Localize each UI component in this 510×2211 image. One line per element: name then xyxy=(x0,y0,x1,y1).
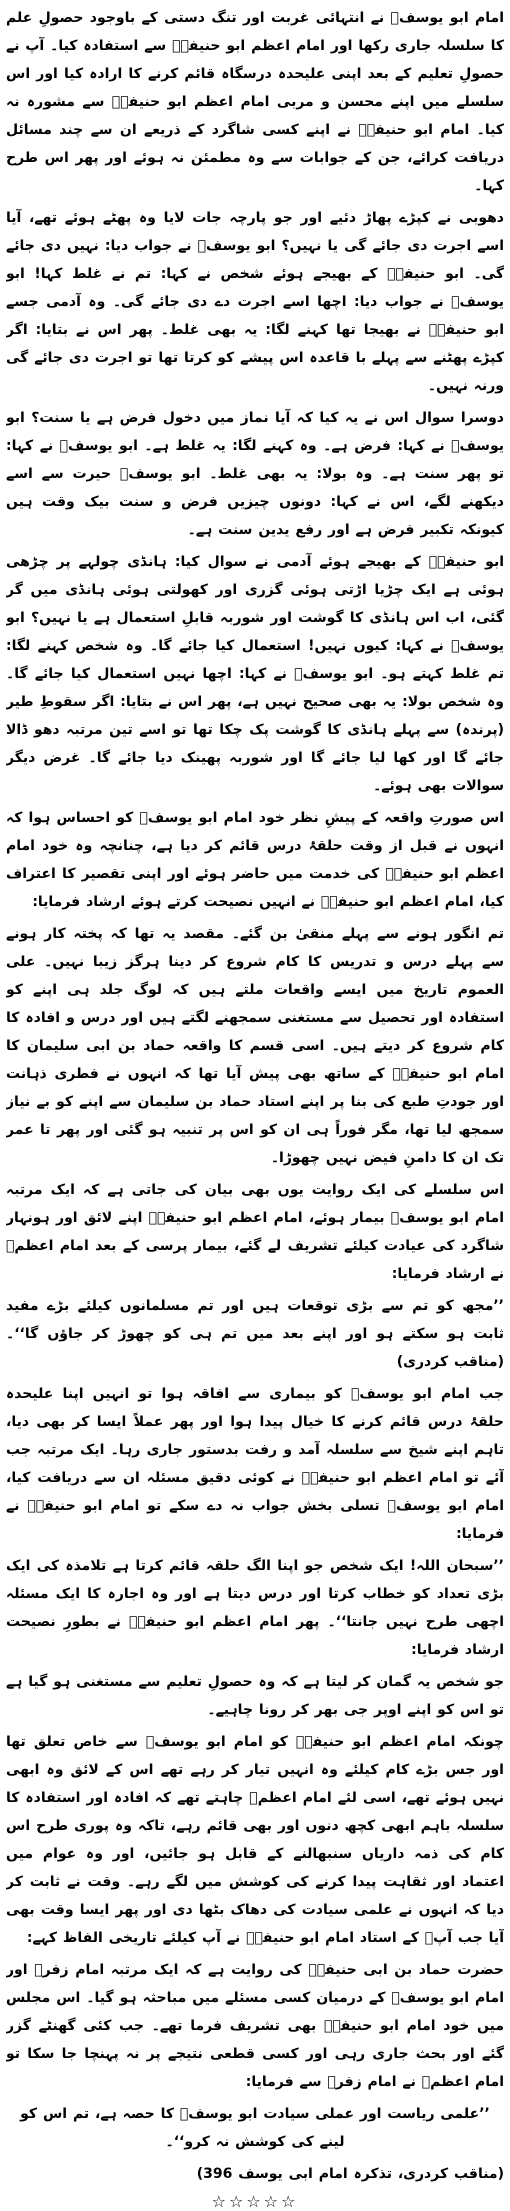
paragraph-intro: امام ابو یوسفؒ نے انتہائی غربت اور تنگ دستی کے باوجود حصولِ علم کا سلسلہ جاری رکھا اور امام اعظم ابو حنیفہؒ سے استفادہ کیا۔ آپ نے حصولِ تعلیم کے بعد اپنی علیحدہ درسگاہ قائم کرنے کا ارادہ کیا اور اس سلسلے میں اپنے محسن و مربی امام اعظم ابو حنیفہؒ سے مشورہ نہ کیا۔ امام ابو حنیفہؒ نے اپنے کسی شاگرد کے ذریعے ان سے چند مسائل دریافت کرائے، جن کے جوابات سے وہ مطمئن نہ ہوئے اور پھر اس طرح کہا۔ xyxy=(6,10,504,194)
paragraph-dhobi-question: دھوبی نے کپڑے پھاڑ دئیے اور جو پارچہ جات لایا وہ پھٹے ہوئے تھے، آیا اسے اجرت دی جائے گی یا نہیں؟ ابو یوسفؒ نے جواب دیا: نہیں دی جائے گی۔ ابو حنیفہؒ کے بھیجے ہوئے شخص نے کہا: تم نے غلط کہا! ابو یوسفؒ نے جواب دیا: اچھا اسے اجرت دے دی جائے گی۔ وہ آدمی جسے ابو حنیفہؒ نے بھیجا تھا کہنے لگا: یہ بھی غلط۔ پھر اس نے بتایا: اگر کپڑے پھٹنے سے پہلے با قاعدہ اس پیشے کو کرتا تھا تو اجرت دی جائے گی ورنہ نہیں۔ xyxy=(6,210,504,394)
paragraph-advice: تم انگور ہونے سے پہلے منقیٰ بن گئے۔ مقصد یہ تھا کہ پختہ کار ہونے سے پہلے درس و تدریس کا کام شروع کر دینا ہرگز زیبا نہیں۔ علی العموم تاریخ میں ایسے واقعات ملتے ہیں کہ لوگ جلد ہی اپنے کو استفادہ اور تحصیل سے مستغنی سمجھنے لگتے ہیں اور درس و افادہ کا کام شروع کر دیتے ہیں۔ اسی قسم کا واقعہ حماد بن ابی سلیمان کا امام ابو حنیفہؒ کے ساتھ بھی پیش آیا تھا کہ انہوں نے فطری ذہانت اور جودتِ طبع کی بنا پر اپنے استاد حماد بن سلیمان سے اپنے کو بے نیاز سمجھ لیا تھا، مگر فوراً ہی ان کو اس پر تنبیہ ہو گئی اور پھر تا عمر تک ان کا دامنِ فیض نہیں چھوڑا۔ xyxy=(6,926,504,1166)
star-separator: ☆☆☆☆☆ xyxy=(211,2192,299,2211)
paragraph-illness-narration: اس سلسلے کی ایک روایت یوں بھی بیان کی جاتی ہے کہ ایک مرتبہ امام ابو یوسفؒ بیمار ہوئے، امام اعظم ابو حنیفہؒ اپنے لائق اور ہونہار شاگرد کی عیادت کیلئے تشریف لے گئے، بیمار پرسی کے بعد امام اعظمؒ نے ارشاد فرمایا: xyxy=(6,1182,504,1282)
paragraph-hammad-narration: حضرت حماد بن ابی حنیفہؒ کی روایت ہے کہ ایک مرتبہ امام زفرؒ اور امام ابو یوسفؒ کے درمیان کسی مسئلے میں مباحثہ ہو گیا۔ اس مجلس میں خود امام ابو حنیفہؒ بھی تشریف فرما تھے۔ جب کئی گھنٹے گزر گئے اور بحث جاری رہی اور کسی قطعی نتیجے پر نہ پہنچا جا سکا تو امام اعظمؒ نے امام زفرؒ سے فرمایا: xyxy=(6,1962,504,2090)
paragraph-self-sufficiency: جو شخص یہ گمان کر لیتا ہے کہ وہ حصولِ تعلیم سے مستغنی ہو گیا ہے تو اس کو اپنے اوپر جی بھر کر رونا چاہیے۔ xyxy=(6,1674,504,1718)
paragraph-namaz-question: دوسرا سوال اس نے یہ کیا کہ آیا نماز میں دخول فرض ہے یا سنت؟ ابو یوسفؒ نے کہا: فرض ہے۔ وہ کہنے لگا: یہ غلط ہے۔ ابو یوسفؒ نے کہا: تو پھر سنت ہے۔ وہ بولا: یہ بھی غلط۔ ابو یوسفؒ حیرت سے اسے دیکھنے لگے، اس نے کہا: دونوں چیزیں فرض و سنت بیک وقت ہیں کیونکہ تکبیر فرض ہے اور رفع یدین سنت ہے۔ xyxy=(6,410,504,538)
quote-subhanallah: ’’سبحان اللہ! ایک شخص جو اپنا الگ حلقہ قائم کرتا ہے تلامذہ کی ایک بڑی تعداد کو خطاب کرتا اور درس دیتا ہے اور وہ اجارہ کا ایک مسئلہ اچھی طرح نہیں جانتا‘‘۔ پھر امام اعظم ابو حنیفہؒ نے بطورِ نصیحت ارشاد فرمایا: xyxy=(6,1558,504,1658)
citation-reference: (مناقب کردری، تذکرہ امام ابی یوسف 396) xyxy=(196,2166,504,2182)
paragraph-handi-question: ابو حنیفہؒ کے بھیجے ہوئے آدمی نے سوال کیا: ہانڈی چولہے پر چڑھی ہوئی ہے ایک چڑیا اڑتی ہوئی گزری اور کھولتی ہوئی ہانڈی میں گر گئی، اب اس ہانڈی کا گوشت اور شوربہ قابلِ استعمال ہے یا نہیں؟ ابو یوسفؒ نے کہا: کیوں نہیں! استعمال کیا جائے گا۔ وہ شخص کہنے لگا: تم غلط کہتے ہو۔ ابو یوسفؒ نے کہا: اچھا نہیں استعمال کیا جائے گا۔ وہ شخص بولا: یہ بھی صحیح نہیں ہے، پھر اس نے بتایا: اگر سقوطِ طیر (پرندہ) سے پہلے ہانڈی کا گوشت پک چکا تھا تو اسے تین مرتبہ دھو ڈالا جائے گا اور کھا لیا جائے گا اور شوربہ پھینک دیا جائے گا۔ غرض دیگر سوالات بھی ہوئے۔ xyxy=(6,554,504,794)
paragraph-special-relation: چونکہ امام اعظم ابو حنیفہؒ کو امام ابو یوسفؒ سے خاص تعلق تھا اور جس بڑے کام کیلئے وہ انہیں تیار کر رہے تھے اس کے لائق وہ ابھی نہیں ہوئے تھے، اسی لئے امام اعظمؒ چاہتے تھے کہ افادہ اور استفادہ کا سلسلہ باہم ابھی کچھ دنوں اور بھی قائم رہے، تاکہ وہ پوری طرح اس کام کی ذمہ داریاں سنبھالنے کے قابل ہو جائیں، اور وہ عوام میں اعتماد اور ثقاہت پیدا کرنے کی کوشش میں لگے رہے۔ وقت نے ثابت کر دیا کہ انہوں نے علمی سیادت کی دھاک بٹھا دی اور پھر ایسا وقت بھی آیا جب آپؒ کے استاد امام ابو حنیفہؒ نے آپ کیلئے تاریخی الفاظ کہے: xyxy=(6,1734,504,1946)
paragraph-own-circle: جب امام ابو یوسفؒ کو بیماری سے افاقہ ہوا تو انہیں اپنا علیحدہ حلقۂ درس قائم کرنے کا خیال پیدا ہوا اور پھر عملاً ایسا کر بھی دیا، تاہم اپنے شیخ سے سلسلہ آمد و رفت بدستور جاری رہا۔ ایک مرتبہ جب آئے تو امام اعظم ابو حنیفہؒ نے کوئی دقیق مسئلہ ان سے دریافت کیا، امام ابو یوسفؒ تسلی بخش جواب نہ دے سکے تو امام ابو حنیفہؒ نے فرمایا: xyxy=(6,1386,504,1542)
paragraph-realization: اس صورتِ واقعہ کے پیشِ نظر خود امام ابو یوسفؒ کو احساس ہوا کہ انہوں نے قبل از وقت حلقۂ درس قائم کر دیا ہے، چنانچہ وہ خود امام اعظم ابو حنیفہؒ کی خدمت میں حاضر ہوئے اور اپنی تقصیر کا اعتراف کیا، امام اعظم ابو حنیفہؒ نے انہیں نصیحت کرتے ہوئے ارشاد فرمایا: xyxy=(6,810,504,910)
quote-leadership: ’’علمی ریاست اور عملی سیادت ابو یوسفؒ کا حصہ ہے، تم اس کو لینے کی کوشش نہ کرو‘‘۔ xyxy=(20,2106,490,2150)
quote-expectations: ’’مجھ کو تم سے بڑی توقعات ہیں اور تم مسلمانوں کیلئے بڑے مفید ثابت ہو سکتے ہو اور اپنے بعد میں تم ہی کو چھوڑ کر جاؤں گا‘‘۔ (مناقب کردری) xyxy=(6,1298,504,1370)
